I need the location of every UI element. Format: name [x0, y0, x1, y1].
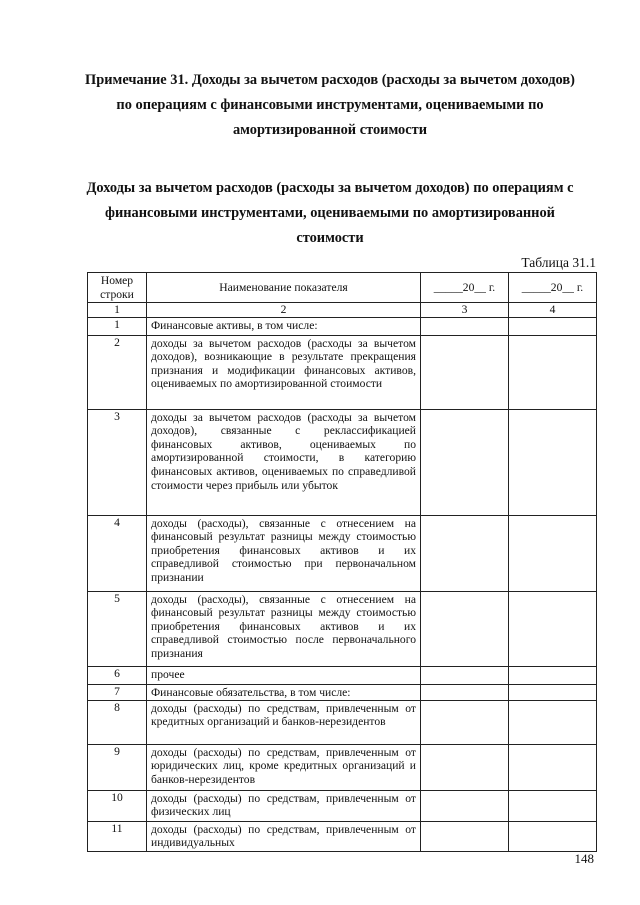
table-row: [88, 821, 597, 851]
row-label: доходы (расходы) по средствам, привлеченным от юридических лиц, кроме кредитных организаций и банков-нерезидентов: [147, 744, 421, 790]
value-cell: [421, 515, 509, 591]
value-cell: [509, 666, 597, 684]
value-cell: [421, 409, 509, 515]
row-label: прочее: [147, 666, 421, 684]
note-title: Примечание 31. Доходы за вычетом расходов (расходы за вычетом доходов) по операциям с финансовыми инструментами, оцениваемыми по амортизированной стоимости: [85, 72, 575, 138]
row-number: 11: [88, 821, 147, 851]
value-cell: [421, 335, 509, 409]
section-title: Доходы за вычетом расходов (расходы за вычетом доходов) по операциям с финансовыми инструментами, оцениваемыми по амортизированной стоимости: [86, 180, 574, 246]
value-cell: [509, 821, 597, 851]
table-row: [88, 700, 597, 744]
header-row-number: Номер строки: [88, 273, 147, 303]
value-cell: [509, 317, 597, 335]
value-cell: [421, 790, 509, 821]
table-row: [88, 409, 597, 515]
row-number: 8: [88, 700, 147, 744]
value-cell: [421, 317, 509, 335]
row-number: 6: [88, 666, 147, 684]
row-label: доходы (расходы), связанные с отнесением на финансовый результат разницы между стоимостью приобретения финансовых активов и их справедливой стоимостью при первоначальном признании: [147, 515, 421, 591]
row-label: доходы (расходы) по средствам, привлеченным от индивидуальных: [147, 821, 421, 851]
value-cell: [509, 591, 597, 666]
table-row: [88, 335, 597, 409]
column-number: 2: [147, 303, 421, 318]
table-row: [88, 666, 597, 684]
value-cell: [421, 744, 509, 790]
value-cell: [509, 790, 597, 821]
value-cell: [509, 335, 597, 409]
column-number: 1: [88, 303, 147, 318]
value-cell: [509, 409, 597, 515]
row-number: 4: [88, 515, 147, 591]
data-table: [87, 272, 597, 852]
header-row: [88, 273, 597, 303]
value-cell: [421, 666, 509, 684]
row-label: доходы за вычетом расходов (расходы за вычетом доходов), возникающие в результате прекращения признания и модификации финансовых активов, оцениваемых по амортизированной стоимости: [147, 335, 421, 409]
table-row: [88, 684, 597, 700]
header-indicator-name: Наименование показателя: [147, 273, 421, 303]
row-number: 5: [88, 591, 147, 666]
table-row: [88, 591, 597, 666]
row-number: 7: [88, 684, 147, 700]
row-label: доходы (расходы), связанные с отнесением на финансовый результат разницы между стоимостью приобретения финансовых активов и их справедливой стоимостью после первоначального признания: [147, 591, 421, 666]
table-row: [88, 515, 597, 591]
row-label: доходы (расходы) по средствам, привлеченным от физических лиц: [147, 790, 421, 821]
row-number: 9: [88, 744, 147, 790]
value-cell: [509, 744, 597, 790]
value-cell: [421, 700, 509, 744]
value-cell: [421, 591, 509, 666]
value-cell: [509, 684, 597, 700]
row-number: 2: [88, 335, 147, 409]
table-label: Таблица 31.1: [521, 255, 596, 270]
column-number-row: [88, 303, 597, 318]
header-period-2: _____20__ г.: [509, 273, 597, 303]
row-number: 1: [88, 317, 147, 335]
table-row: [88, 317, 597, 335]
row-number: 10: [88, 790, 147, 821]
column-number: 3: [421, 303, 509, 318]
row-number: 3: [88, 409, 147, 515]
row-label: Финансовые активы, в том числе:: [147, 317, 421, 335]
row-label: доходы за вычетом расходов (расходы за вычетом доходов), связанные с реклассификацией финансовых активов, оцениваемых по амортизированной стоимости, в категорию финансовых активов, оцениваемых по справедливой стоимости через прибыль или убыток: [147, 409, 421, 515]
row-label: Финансовые обязательства, в том числе:: [147, 684, 421, 700]
page-number: 148: [574, 851, 594, 866]
table-row: [88, 744, 597, 790]
value-cell: [509, 515, 597, 591]
value-cell: [421, 821, 509, 851]
header-period-1: _____20__ г.: [421, 273, 509, 303]
value-cell: [421, 684, 509, 700]
column-number: 4: [509, 303, 597, 318]
row-label: доходы (расходы) по средствам, привлеченным от кредитных организаций и банков-нерезидентов: [147, 700, 421, 744]
table-row: [88, 790, 597, 821]
value-cell: [509, 700, 597, 744]
